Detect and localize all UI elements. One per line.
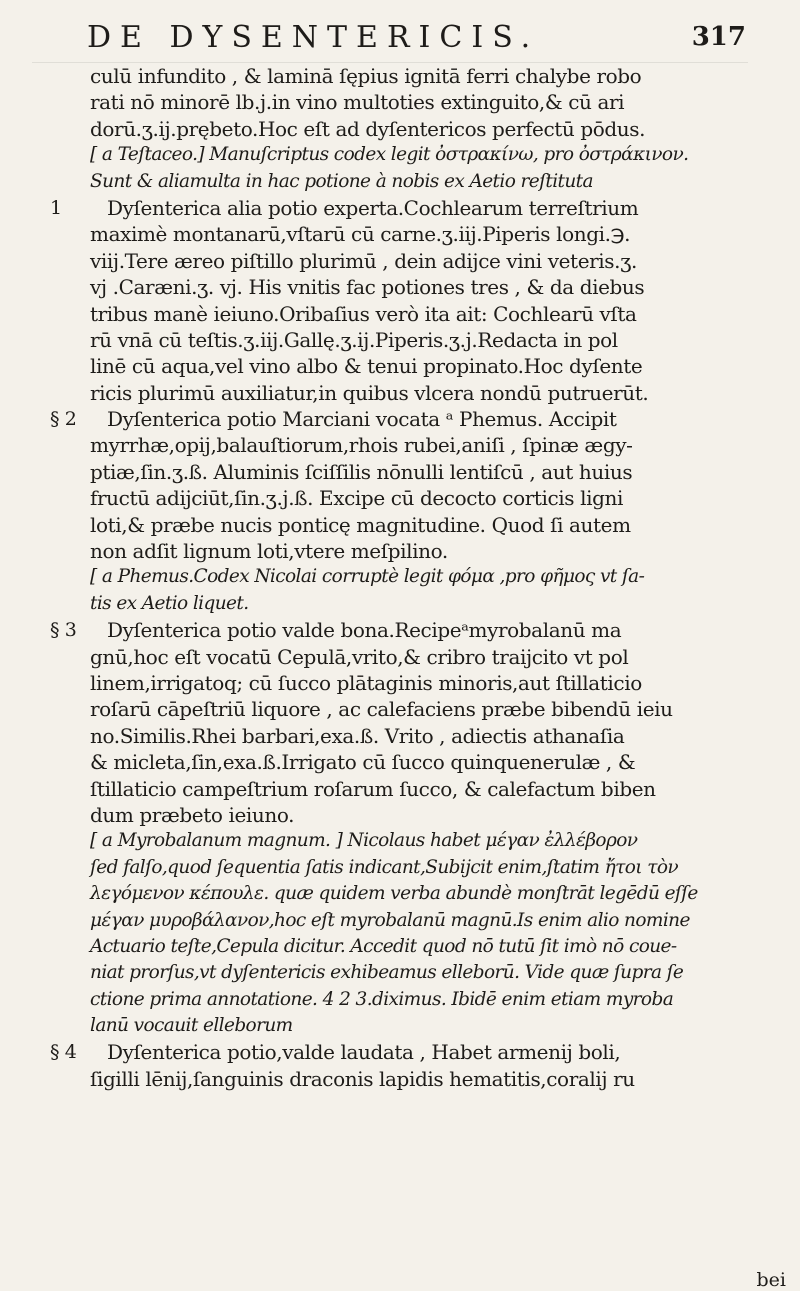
text-line	[32, 538, 748, 564]
annotation-line	[32, 934, 748, 960]
line-text: μέγαν μυροβάλανον,hoc eſt myrobalanū magnū.Is enim alio nomine	[90, 909, 690, 931]
text-line	[32, 485, 748, 511]
line-text: ſtillaticio campeſtrium roſarum ſucco, & calefactum biben	[90, 776, 656, 801]
text-line	[32, 670, 748, 696]
line-text: tribus manè ieiuno.Oribaſius verò ita ait: Cochlearū vſta	[90, 301, 637, 326]
text-line	[32, 248, 748, 274]
text-line	[32, 723, 748, 749]
text-line	[32, 617, 748, 643]
text-line	[32, 380, 748, 406]
text-line	[32, 696, 748, 722]
line-text: rū vnā cū teſtis.ʒ.iij.Gallę.ʒ.ij.Piperis.ʒ.j.Redacta in pol	[90, 327, 618, 352]
line-text: niat prorſus,vt dyſentericis exhibeamus elleborū. Vide quæ ſupra ſe	[90, 962, 684, 984]
text-line	[32, 432, 748, 458]
text-line	[32, 195, 748, 221]
page-number: 317	[691, 22, 746, 52]
text-line	[32, 353, 748, 379]
catchword: bei	[756, 1269, 786, 1291]
annotation-line	[32, 908, 748, 934]
section-marker: 1	[50, 196, 62, 219]
line-text: [ a Teſtaceo.] Manuſcriptus codex legit ὀστρακίνω, pro ὀστράκινον.	[90, 144, 689, 166]
text-line	[32, 749, 748, 775]
section-marker: § 2	[50, 408, 77, 431]
line-text: tis ex Aetio liquet.	[90, 592, 249, 614]
annotation-line	[32, 881, 748, 907]
text-line	[32, 1066, 748, 1092]
line-text: Dyſenterica potio,valde laudata , Habet armenij boli,	[107, 1040, 621, 1065]
line-text: no.Similis.Rhei barbari,exa.ß. Vrito , adiectis athanaſia	[90, 723, 625, 748]
line-text: rati nō minorē lb.j.in vino multoties extinguito,& cū ari	[90, 90, 625, 115]
running-head: DE DYSENTERICIS.	[87, 20, 540, 55]
line-text: gnū,hoc eſt vocatū Cepulā,vrito,& cribro traijcito vt pol	[90, 644, 629, 669]
annotation-line	[32, 169, 748, 195]
line-text: viij.Tere æreo piſtillo plurimū , dein adijce vini veteris.ʒ.	[90, 248, 637, 273]
line-text: Dyſenterica potio valde bona.Recipeᵃmyrobalanū ma	[107, 618, 622, 643]
text-line	[32, 274, 748, 300]
annotation-line	[32, 960, 748, 986]
text-body	[32, 63, 748, 1092]
line-text: λεγόμενον κέπουλε. quæ quidem verba abundè monſtrāt legēdū eſſe	[90, 883, 698, 905]
line-text: culū infundito , & laminā ſępius ignitā ferri chalybe robo	[90, 64, 642, 88]
line-text: fructū adijciūt,ſin.ʒ.j.ß. Excipe cū decocto corticis ligni	[90, 486, 623, 511]
text-line	[32, 89, 748, 115]
line-text: Dyſenterica potio Marciani vocata ᵃ Phemus. Accipit	[107, 407, 617, 432]
line-text: & micleta,ſin,exa.ß.Irrigato cū ſucco quinquenerulæ , &	[90, 750, 636, 775]
text-line	[32, 459, 748, 485]
text-line	[32, 327, 748, 353]
line-text: ptiæ,ſin.ʒ.ß. Aluminis ſciſſilis nōnulli lentiſcū , aut huius	[90, 459, 633, 484]
text-line	[32, 221, 748, 247]
text-line	[32, 406, 748, 432]
line-text: ctione prima annotatione. 4 2 3.diximus. Ibidē enim etiam myroba	[90, 988, 674, 1010]
line-text: linē cū aqua,vel vino albo & tenui propinato.Hoc dyſente	[90, 354, 643, 379]
line-text: [ a Myrobalanum magnum. ] Nicolaus habet μέγαν ἐλλέβορον	[90, 830, 638, 852]
text-line	[32, 644, 748, 670]
line-text: ricis plurimū auxiliatur,in quibus vlcera nondū putruerūt.	[90, 380, 649, 405]
text-line	[32, 116, 748, 142]
line-text: linem,irrigatoq; cū ſucco plātaginis minoris,aut ſtillaticio	[90, 670, 642, 695]
annotation-line	[32, 142, 748, 168]
line-text: non adſit lignum loti,vtere meſpilino.	[90, 539, 448, 564]
line-text: Sunt & aliamulta in hac potione à nobis ex Aetio reſtituta	[90, 170, 593, 192]
line-text: vj .Caræni.ʒ. vj. His vnitis fac potiones tres , & da diebus	[90, 275, 645, 300]
line-text: dum præbeto ieiuno.	[90, 802, 295, 827]
line-text: roſarū cāpeſtriū liquore , ac calefaciens præbe bibendū ieiu	[90, 697, 673, 722]
text-line	[32, 512, 748, 538]
line-text: lanū vocauit elleborum	[90, 1015, 293, 1037]
line-text: [ a Phemus.Codex Nicolai corruptè legit φόμα ,pro φῆμος vt ſa-	[90, 566, 645, 588]
line-text: myrrhæ,opij,balauſtiorum,rhois rubei,aniſi , ſpinæ ægy-	[90, 433, 633, 458]
section-marker: § 3	[50, 619, 77, 642]
annotation-line	[32, 564, 748, 590]
text-line	[32, 776, 748, 802]
text-line	[32, 63, 748, 89]
line-text: Dyſenterica alia potio experta.Cochlearum terreſtrium	[107, 195, 639, 220]
annotation-line	[32, 855, 748, 881]
annotation-line	[32, 591, 748, 617]
line-text: dorū.ʒ.ij.prębeto.Hoc eſt ad dyſentericos perfectū pōdus.	[90, 116, 646, 141]
text-line	[32, 802, 748, 828]
section-marker: § 4	[50, 1041, 77, 1064]
line-text: loti,& præbe nucis ponticę magnitudine. Quod ſi autem	[90, 512, 631, 537]
annotation-line	[32, 1013, 748, 1039]
text-line	[32, 301, 748, 327]
annotation-line	[32, 987, 748, 1013]
line-text: ſed falſo,quod ſequentia ſatis indicant,Subijcit enim,ſtatim ἤτοι τὸν	[90, 856, 679, 878]
page-header	[32, 18, 748, 63]
line-text: maximè montanarū,vſtarū cū carne.ʒ.iij.Piperis longi.℈.	[90, 222, 631, 247]
line-text: ſigilli lēnij,ſanguinis draconis lapidis hematitis,coralij ru	[90, 1066, 635, 1091]
line-text: Actuario teſte,Cepula dicitur. Accedit quod nō tutū ſit imò nō coue-	[90, 935, 677, 957]
annotation-line	[32, 828, 748, 854]
text-line	[32, 1039, 748, 1065]
